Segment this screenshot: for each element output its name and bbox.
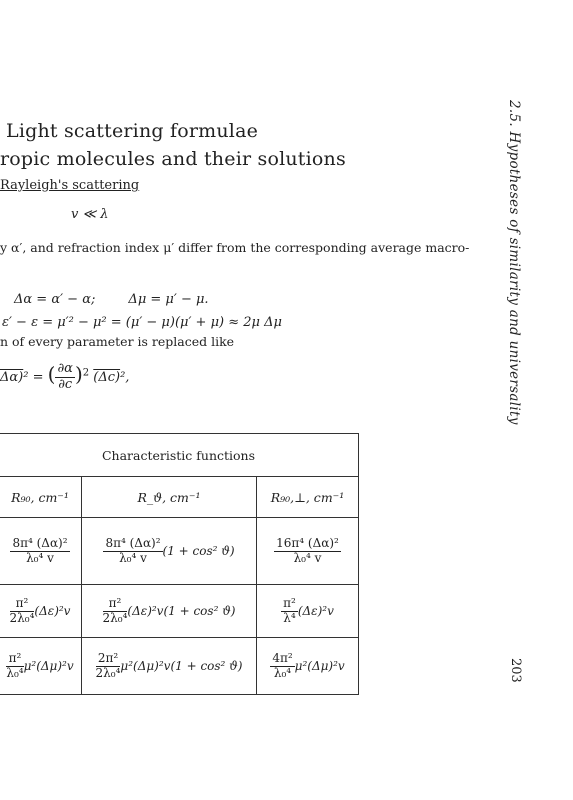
frac-num: π² (103, 597, 128, 612)
cell-tail: (1 + cos² ϑ) (162, 543, 235, 558)
col-header-r90: R₉₀, cm⁻¹ (0, 477, 82, 518)
cell-r1-c3 (257, 518, 359, 585)
replacement-text: n of every parameter is replaced like (0, 334, 235, 349)
fluct-den: ∂c (58, 377, 73, 392)
cell-tail: (Δε)²v (297, 603, 334, 618)
section-subtitle: ropic molecules and their solutions (0, 148, 346, 170)
frac-den: λ₀⁴ v (293, 550, 322, 565)
cell-r2-c2 (82, 585, 257, 638)
epsilon-relation: ε′ − ε = μ′² − μ² = (μ′ − μ)(μ′ + μ) ≈ 2μ Δμ (2, 315, 282, 330)
cell-tail: (Δε)²v(1 + cos² ϑ) (127, 603, 236, 618)
frac-num: 8π⁴ (Δα)² (12, 535, 68, 550)
fluct-rhs: (Δc) (93, 370, 121, 385)
running-head: 2.5. Hypotheses of similarity and universality (506, 100, 522, 425)
fluct-num: ∂α (57, 361, 73, 377)
cell-tail: μ²(Δμ)²v(1 + cos² ϑ) (120, 658, 243, 673)
frac-den: λ₀⁴ (6, 665, 24, 680)
frac-den: λ₀⁴ (273, 665, 292, 680)
cell-r3-c1 (0, 638, 82, 695)
cell-r3-c3 (257, 638, 359, 695)
body-text-line: y α′, and refraction index μ′ differ from the corresponding average macro- (0, 240, 470, 255)
frac-den: 2λ₀⁴ (9, 610, 35, 625)
characteristic-functions-table (0, 433, 359, 695)
fluct-mid: ² = (23, 370, 48, 385)
fluctuation-formula: Δα)² = ( $\frac{\partial\alpha}{\partial c}$ )$^2$ (Δc)², (0, 361, 130, 392)
frac-den: λ₀⁴ v (26, 550, 54, 565)
cell-r3-c2 (82, 638, 257, 695)
cell-tail: μ²(Δμ)²v (294, 658, 345, 673)
frac-den: 2λ₀⁴ (95, 665, 121, 680)
cell-tail: μ²(Δμ)²v (23, 658, 74, 673)
table-caption: Characteristic functions (0, 434, 359, 477)
condition-formula: v ≪ λ (71, 207, 109, 222)
cell-r2-c1 (0, 585, 82, 638)
cell-r2-c3 (257, 585, 359, 638)
delta-definitions: Δα = α′ − α; Δμ = μ′ − μ. (14, 292, 209, 307)
frac-num: π² (10, 597, 35, 612)
col-header-r90-perp: R₉₀,⊥, cm⁻¹ (257, 477, 359, 518)
page-number: 203 (508, 658, 523, 683)
table-row (0, 638, 359, 695)
frac-den: λ₀⁴ v (119, 550, 147, 565)
frac-den: λ⁴ (283, 610, 296, 625)
frac-den: 2λ₀⁴ (102, 610, 128, 625)
frac-num: 8π⁴ (Δα)² (105, 535, 161, 550)
cell-r1-c1 (0, 518, 82, 585)
cell-r1-c2 (82, 518, 257, 585)
frac-num: π² (283, 595, 296, 610)
fluct-lhs: Δα) (0, 370, 24, 385)
frac-num: 16π⁴ (Δα)² (276, 535, 339, 550)
subsection-heading: Rayleigh's scattering (0, 178, 140, 193)
frac-num: 4π² (272, 650, 293, 665)
frac-num: 2π² (96, 652, 121, 667)
section-title: Light scattering formulae (6, 120, 259, 142)
cell-tail: (Δε)²v (34, 603, 71, 618)
fluct-end: ², (120, 370, 130, 385)
table-row (0, 518, 359, 585)
col-header-rtheta: R_ϑ, cm⁻¹ (82, 477, 257, 518)
table-row (0, 585, 359, 638)
frac-num: π² (6, 652, 23, 667)
